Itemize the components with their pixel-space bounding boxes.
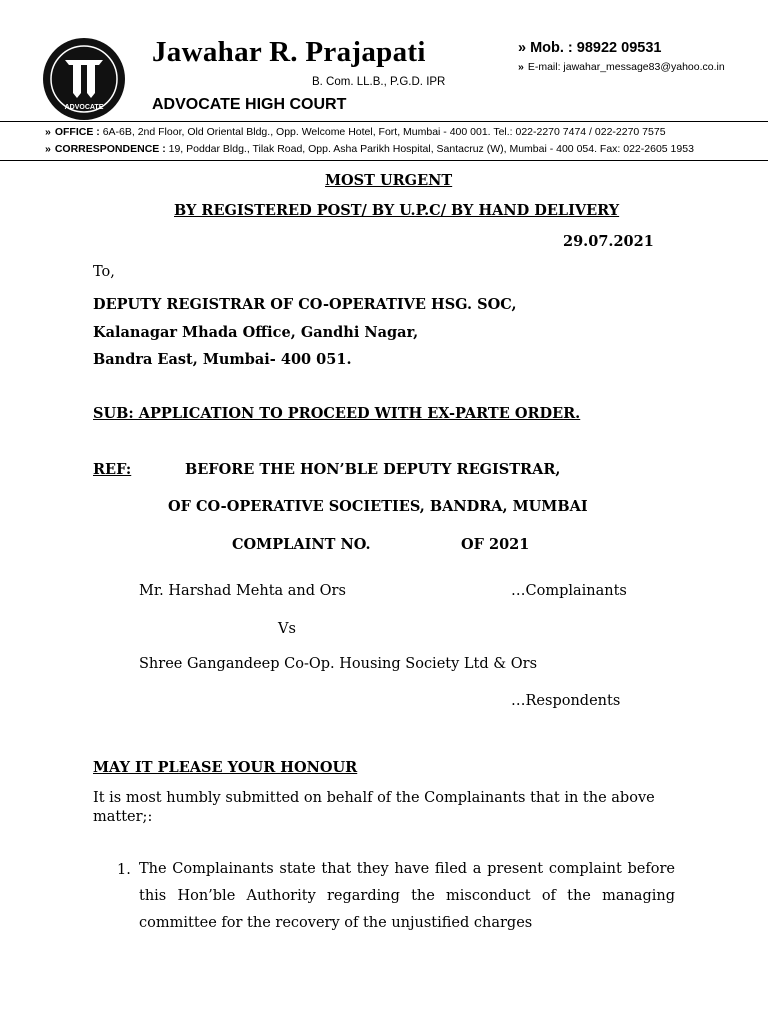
- header-rule-top: [0, 121, 768, 122]
- ref-line-1: BEFORE THE HON’BLE DEPUTY REGISTRAR,: [185, 461, 561, 478]
- point-number: 1.: [117, 862, 131, 878]
- complaint-year: OF 2021: [461, 536, 530, 553]
- complainant-name: Mr. Harshad Mehta and Ors: [139, 583, 346, 599]
- respondent-role: …Respondents: [511, 693, 621, 709]
- complainant-role: …Complainants: [511, 583, 627, 599]
- correspondence-text: 19, Poddar Bldg., Tilak Road, Opp. Asha Parikh Hospital, Santacruz (W), Mumbai - 400 054. Fax: 022-2605 1953: [168, 143, 694, 155]
- double-arrow-icon: »: [518, 40, 527, 56]
- mobile-line: [518, 40, 661, 56]
- advocate-name: Jawahar R. Prajapati: [152, 36, 426, 68]
- ref-label: REF:: [93, 461, 132, 478]
- delivery-mode: BY REGISTERED POST/ BY U.P.C/ BY HAND DELIVERY: [174, 202, 620, 219]
- office-address: [45, 126, 666, 138]
- double-arrow-icon: »: [518, 61, 524, 73]
- urgency-heading: MOST URGENT: [325, 172, 453, 189]
- addressee-line-2: Kalanagar Mhada Office, Gandhi Nagar,: [93, 324, 419, 341]
- letter-date: 29.07.2021: [563, 233, 654, 250]
- qualifications: B. Com. LL.B., P.G.D. IPR: [312, 76, 446, 88]
- email-line: [518, 61, 725, 73]
- respondent-name: Shree Gangandeep Co-Op. Housing Society Ltd & Ors: [139, 656, 538, 672]
- office-text: 6A-6B, 2nd Floor, Old Oriental Bldg., Opp. Welcome Hotel, Fort, Mumbai - 400 001. Tel.: 022-2270 7474 / 022-2270 7575: [102, 126, 666, 138]
- correspondence-label: CORRESPONDENCE :: [54, 143, 166, 155]
- addressee-line-1: DEPUTY REGISTRAR OF CO-OPERATIVE HSG. SOC,: [93, 296, 517, 313]
- intro-paragraph: It is most humbly submitted on behalf of the Complainants that in the above matter;:: [93, 790, 655, 825]
- double-arrow-icon: »: [45, 143, 51, 155]
- complaint-number-label: COMPLAINT NO.: [232, 536, 371, 553]
- designation: ADVOCATE HIGH COURT: [152, 96, 347, 113]
- addressee-line-3: Bandra East, Mumbai- 400 051.: [93, 351, 352, 368]
- correspondence-address: [45, 143, 694, 155]
- versus-label: Vs: [278, 621, 296, 637]
- to-line: To,: [93, 264, 115, 280]
- email-address: E-mail: jawahar_message83@yahoo.co.in: [527, 61, 725, 73]
- point-paragraph: The Complainants state that they have filed a present complaint before this Hon’ble Authority regarding the misconduct of the managing committee for the recovery of the unjustified charges: [139, 861, 675, 931]
- double-arrow-icon: »: [45, 126, 51, 138]
- greeting-heading: MAY IT PLEASE YOUR HONOUR: [93, 759, 358, 776]
- subject-line: SUB: APPLICATION TO PROCEED WITH EX-PARTE ORDER.: [93, 405, 581, 422]
- ref-line-2: OF CO-OPERATIVE SOCIETIES, BANDRA, MUMBAI: [168, 498, 588, 515]
- header-rule-bottom: [0, 160, 768, 161]
- logo-text: ADVOCATE: [64, 104, 104, 111]
- advocate-logo: [43, 38, 125, 120]
- office-label: OFFICE :: [54, 126, 100, 138]
- mobile-number: Mob. : 98922 09531: [530, 40, 662, 56]
